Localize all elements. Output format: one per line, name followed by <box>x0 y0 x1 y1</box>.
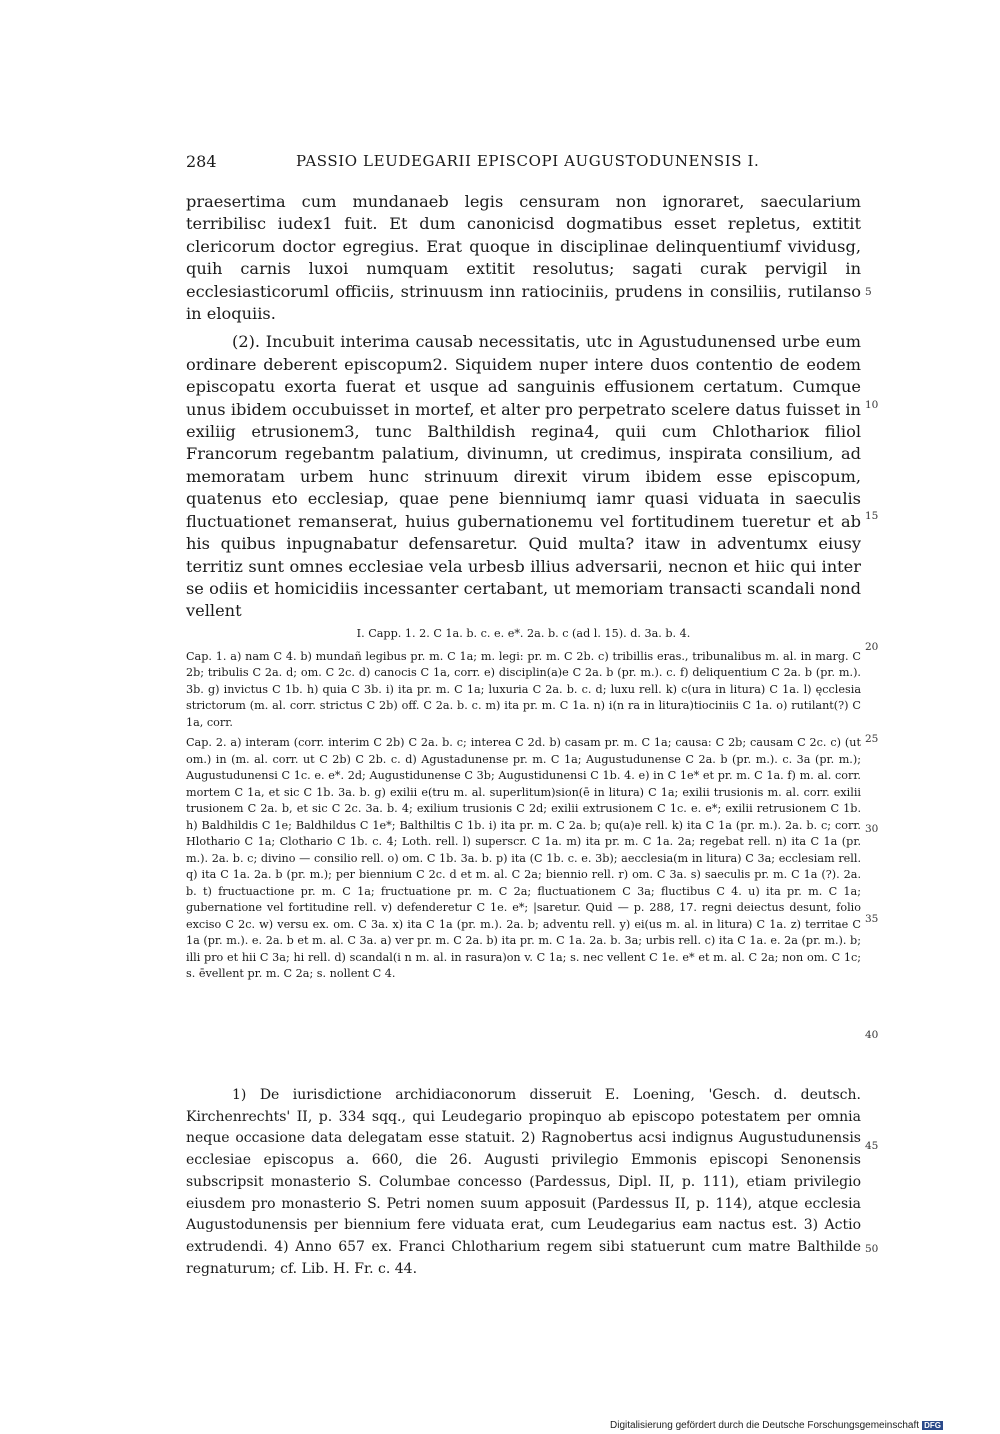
line-number: 50 <box>865 1243 879 1255</box>
apparatus-cap-2: Cap. 2. a) interam (corr. interim C 2b) C 2a. b. c; interea C 2d. b) casam pr. m. C 1a; causa: C 2b; causam C 2c. c) (ut om.) in (m. al. corr. ut C 2b) C 2b. c. d) Agustadunense pr. m. C 1a; Augustudunense C 2a. b (pr. m.). c. 3a (pr. m.); Augustudunensi C 1c. e. e*. 2d; Augustidunense C 3b; Augustidunensi C 1b. 4. e) in C 1e* et pr. m. C 1a. f) m. al. corr. mortem C 1a, et sic C 1b. 3a. b. g) exilii e(tru m. al. superlitum)sion(ē in litura) C 1a; exilii trusionis m. al. corr. exilii trusionem C 2a. b, et sic C 2c. 3a. b. 4; exilium trusionis C 2d; exilii extrusionem C 1c. e. e*; exilii retrusionem C 1b. h) Baldhildis C 1e; Baldhildus C 1e*; Balthiltis C 1b. i) ita pr. m. C 2a. b; qu(a)e rell. k) ita C 1a (pr. m.). 2a. b. c; corr. Hlothario C 1a; Clothario C 1b. c. 4; Loth. rell. l) superscr. C 1a. m) ita pr. m. C 1a. 2a; regebat rell. n) ita C 1a (pr. m.). 2a. b. c; divino — consilio rell. o) om. C 1b. 3a. b. p) ita (C 1b. c. e. 3b); aecclesia(m in litura) C 3a; ecclesiam rell. q) ita C 1a. 2a. b (pr. m.); per biennium C 2c. d et m. al. C 2a; biennio rell. r) om. C 3a. s) saeculis pr. m. C 1a (?). 2a. b. t) fructuactione pr. m. C 1a; fructuatione pr. m. C 2a; fluctuationem C 3a; fluctibus C 4. u) ita pr. m. C 1a; gubernatione vel fortitudine rell. v) defenderetur C 1e. e*; |saretur. Quid — p. 288, 17. regni deiectus desunt, folio exciso C 2c. w) versu ex. om. C 3a. x) ita C 1a (pr. m.). 2a. b; adventu rell. y) ei(us m. al. in litura) C 1a. z) territae C 1a (pr. m.). e. 2a. b et m. al. C 3a. a) ver pr. m. C 2a. b) ita pr. m. C 1a. 2a. b. 3a; urbis rell. c) ita C 1a. e. 2a (pr. m.). b; illi pro et hii C 3a; hi rell. d) scandal(i n m. al. in rasura)on v. C 1a; s. nec vellent C 1e. e* et m. al. C 2a; non om. C 1c; s. ēvellent pr. m. C 2a; s. nollent C 4. <box>186 736 861 980</box>
apparatus-sigla: I. Capp. 1. 2. C 1a. b. c. e. e*. 2a. b. c (ad l. 15). d. 3a. b. 4. <box>356 627 691 640</box>
footer-text: Digitalisierung gefördert durch die Deutsche Forschungsgemeinschaft <box>610 1420 920 1431</box>
line-number: 10 <box>865 399 879 411</box>
running-title: PASSIO LEUDEGARII EPISCOPI AUGUSTODUNENSIS I. <box>296 152 760 170</box>
line-number: 45 <box>865 1140 879 1152</box>
line-number: 35 <box>865 913 879 925</box>
line-number: 5 <box>865 286 872 298</box>
page-number: 284 <box>186 152 217 171</box>
footnotes <box>186 1085 861 1280</box>
line-number: 15 <box>865 510 879 522</box>
dfg-logo-icon: DFG <box>924 1421 941 1430</box>
line-number: 25 <box>865 733 879 745</box>
footnotes-text: 1) De iurisdictione archidiaconorum disseruit E. Loening, 'Gesch. d. deutsch. Kirchenrechts' II, p. 334 sqq., qui Leudegario propinquo ab episcopo potestatem per omnia neque occasione data delegatam esse statuit. 2) Ragnobertus acsi indignus Augustudunensis ecclesiae episcopus a. 660, die 26. Augusti privilegio Emmonis episcopi Senonensis subscripsit monasterio S. Columbae concesso (Pardessus, Dipl. II, p. 111), etiam privilegio eiusdem pro monasterio S. Petri nomen suum apposuit (Pardessus II, p. 114), atque ecclesia Augustodunensis per biennium fere viduata erat, cum Leudegarius eam nactus est. 3) Actio extrudendi. 4) Anno 657 ex. Franci Chlotharium regem sibi statuerunt cum matre Balthilde regnaturum; cf. Lib. H. Fr. c. 44. <box>186 1087 861 1277</box>
apparatus-cap-1: Cap. 1. a) nam C 4. b) mundañ legibus pr. m. C 1a; m. legi: pr. m. C 2b. c) tribillis eras., tribunalibus m. al. in marg. C 2b; tribulis C 2a. d; om. C 2c. d) canocis C 1a, corr. e) disciplin(a)e C 2a. b (pr. m.). c. f) deliquentium C 2a. b (pr. m.). 3b. g) invictus C 1b. h) quia C 3b. i) ita pr. m. C 1a; luxuria C 2a. b. c. d; luxu rell. k) c(ura in litura) C 1a. l) ęcclesia strictorum (m. al. corr. strictus C 2b) off. C 2a. b. c. m) ita pr. m. C 1a. n) i(n ra in litura)tiociniis C 1a. o) rutilant(?) C 1a, corr. <box>186 649 861 729</box>
page-header <box>186 152 876 176</box>
line-number: 20 <box>865 641 879 653</box>
main-paragraph-1: praesertima cum mundanaeb legis censuram non ignoraret, saecularium terribilisc iudex1 fuit. Et dum canonicisd dogmatibus esset repletus, extitit clericorum doctor egregius. Erat quoque in disciplinae delinquentiumf vividusg, quih carnis luxoi numquam extitit resolutus; sagati curak pervigil in ecclesiasticoruml officiis, strinuusm inn ratiociniis, prudens in consiliis, rutilanso in eloquiis. <box>186 192 861 324</box>
digitization-footer <box>610 1420 943 1431</box>
main-text <box>186 191 861 623</box>
main-paragraph-2: (2). Incubuit interima causab necessitatis, utc in Agustudunensed urbe eum ordinare deberent episcopum2. Siquidem nuper intere duos contentio de eodem episcopatu exorta fuerat et usque ad sanguinis effusionem certatum. Cumque unus ibidem occubuisset in mortef, et alter pro perpetrato scelere datus fuisset in exiliig etrusionem3, tunc Balthildish regina4, quii cum Chlotharioк filiol Francorum regebantm palatium, divinumn, ut credimus, inspirata consilium, ad memoratam urbem hunc strinuum direxit virum ibidem esse episcopum, quatenus eto ecclesiap, quae pene bienniumq iamr quasi viduata in saeculis fluctuationet remanserat, huius gubernationemu vel fortitudinem tueretur et ab his quibus inpugnabatur defensaretur. Quid multa? itaw in adventumx eiusy territiz sunt omnes ecclesiae vela urbesb illius adversarii, necnon et hiic qui inter se odiis et homicidiis incessanter certabant, ut memoriam transacti scandali nond vellent <box>186 332 861 621</box>
line-number: 40 <box>865 1029 879 1041</box>
critical-apparatus <box>186 626 861 987</box>
line-number: 30 <box>865 823 879 835</box>
